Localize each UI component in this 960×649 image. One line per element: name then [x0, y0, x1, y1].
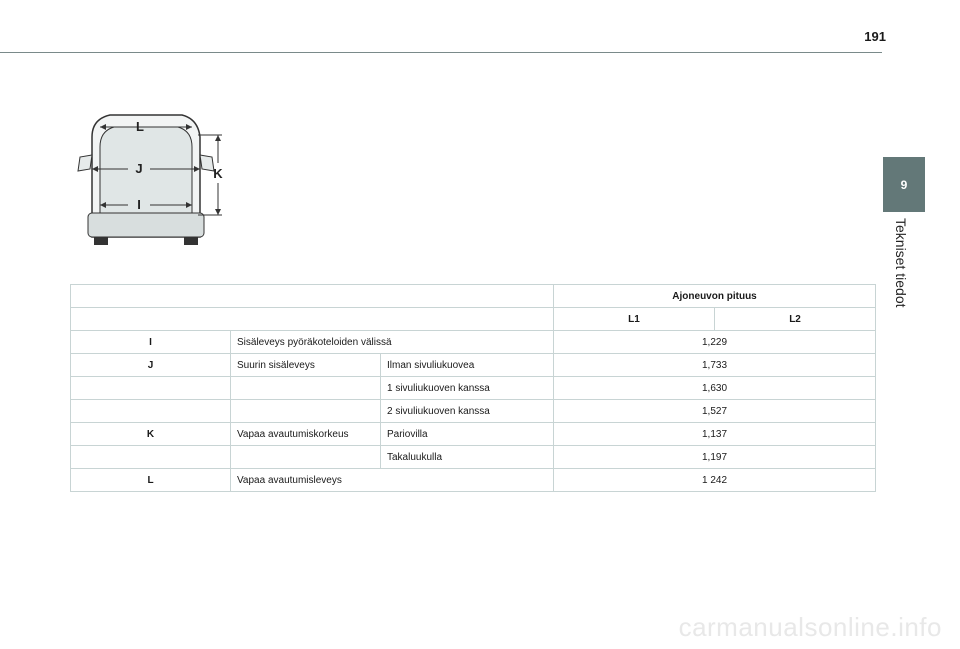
row-code-empty	[71, 400, 231, 423]
watermark: carmanualsonline.info	[678, 612, 942, 642]
dimension-label-i: I	[137, 197, 141, 212]
row-code-empty	[71, 446, 231, 469]
table-row	[71, 400, 876, 423]
table-row	[71, 377, 876, 400]
row-value: 1 242	[554, 469, 876, 492]
chapter-title: Tekniset tiedot	[893, 218, 909, 308]
van-rear-diagram	[70, 105, 235, 250]
row-description-empty	[231, 446, 381, 469]
subheader-l1: L1	[554, 308, 715, 331]
dimension-label-l: L	[136, 119, 144, 134]
dimension-label-k: K	[213, 166, 223, 181]
table-corner	[71, 285, 554, 308]
row-code: L	[71, 469, 231, 492]
subheader-l2: L2	[715, 308, 876, 331]
table-row	[71, 469, 876, 492]
table-corner-sub	[71, 308, 554, 331]
row-value: 1,137	[554, 423, 876, 446]
row-description: Vapaa avautumisleveys	[231, 469, 554, 492]
row-description-empty	[231, 400, 381, 423]
top-divider	[0, 52, 882, 53]
row-value: 1,630	[554, 377, 876, 400]
row-detail: Pariovilla	[381, 423, 554, 446]
table-row	[71, 354, 876, 377]
row-code: I	[71, 331, 231, 354]
dimensions-table	[70, 284, 876, 492]
row-description: Sisäleveys pyöräkoteloiden välissä	[231, 331, 554, 354]
row-value: 1,527	[554, 400, 876, 423]
row-code: J	[71, 354, 231, 377]
table-row	[71, 423, 876, 446]
dimension-label-j: J	[135, 161, 143, 176]
page-number: 191	[864, 29, 886, 44]
table-header-row	[71, 285, 876, 308]
row-value: 1,197	[554, 446, 876, 469]
row-value: 1,733	[554, 354, 876, 377]
row-code: K	[71, 423, 231, 446]
row-detail: 2 sivuliukuoven kanssa	[381, 400, 554, 423]
row-value: 1,229	[554, 331, 876, 354]
vehicle-length-header: Ajoneuvon pituus	[554, 285, 876, 308]
row-description-empty	[231, 377, 381, 400]
table-row	[71, 331, 876, 354]
row-description: Suurin sisäleveys	[231, 354, 381, 377]
table-subheader-row	[71, 308, 876, 331]
row-description: Vapaa avautumiskorkeus	[231, 423, 381, 446]
row-detail: 1 sivuliukuoven kanssa	[381, 377, 554, 400]
chapter-tab[interactable]	[883, 157, 925, 212]
row-code-empty	[71, 377, 231, 400]
table-row	[71, 446, 876, 469]
row-detail: Ilman sivuliukuovea	[381, 354, 554, 377]
chapter-number: 9	[900, 177, 908, 192]
row-detail: Takaluukulla	[381, 446, 554, 469]
